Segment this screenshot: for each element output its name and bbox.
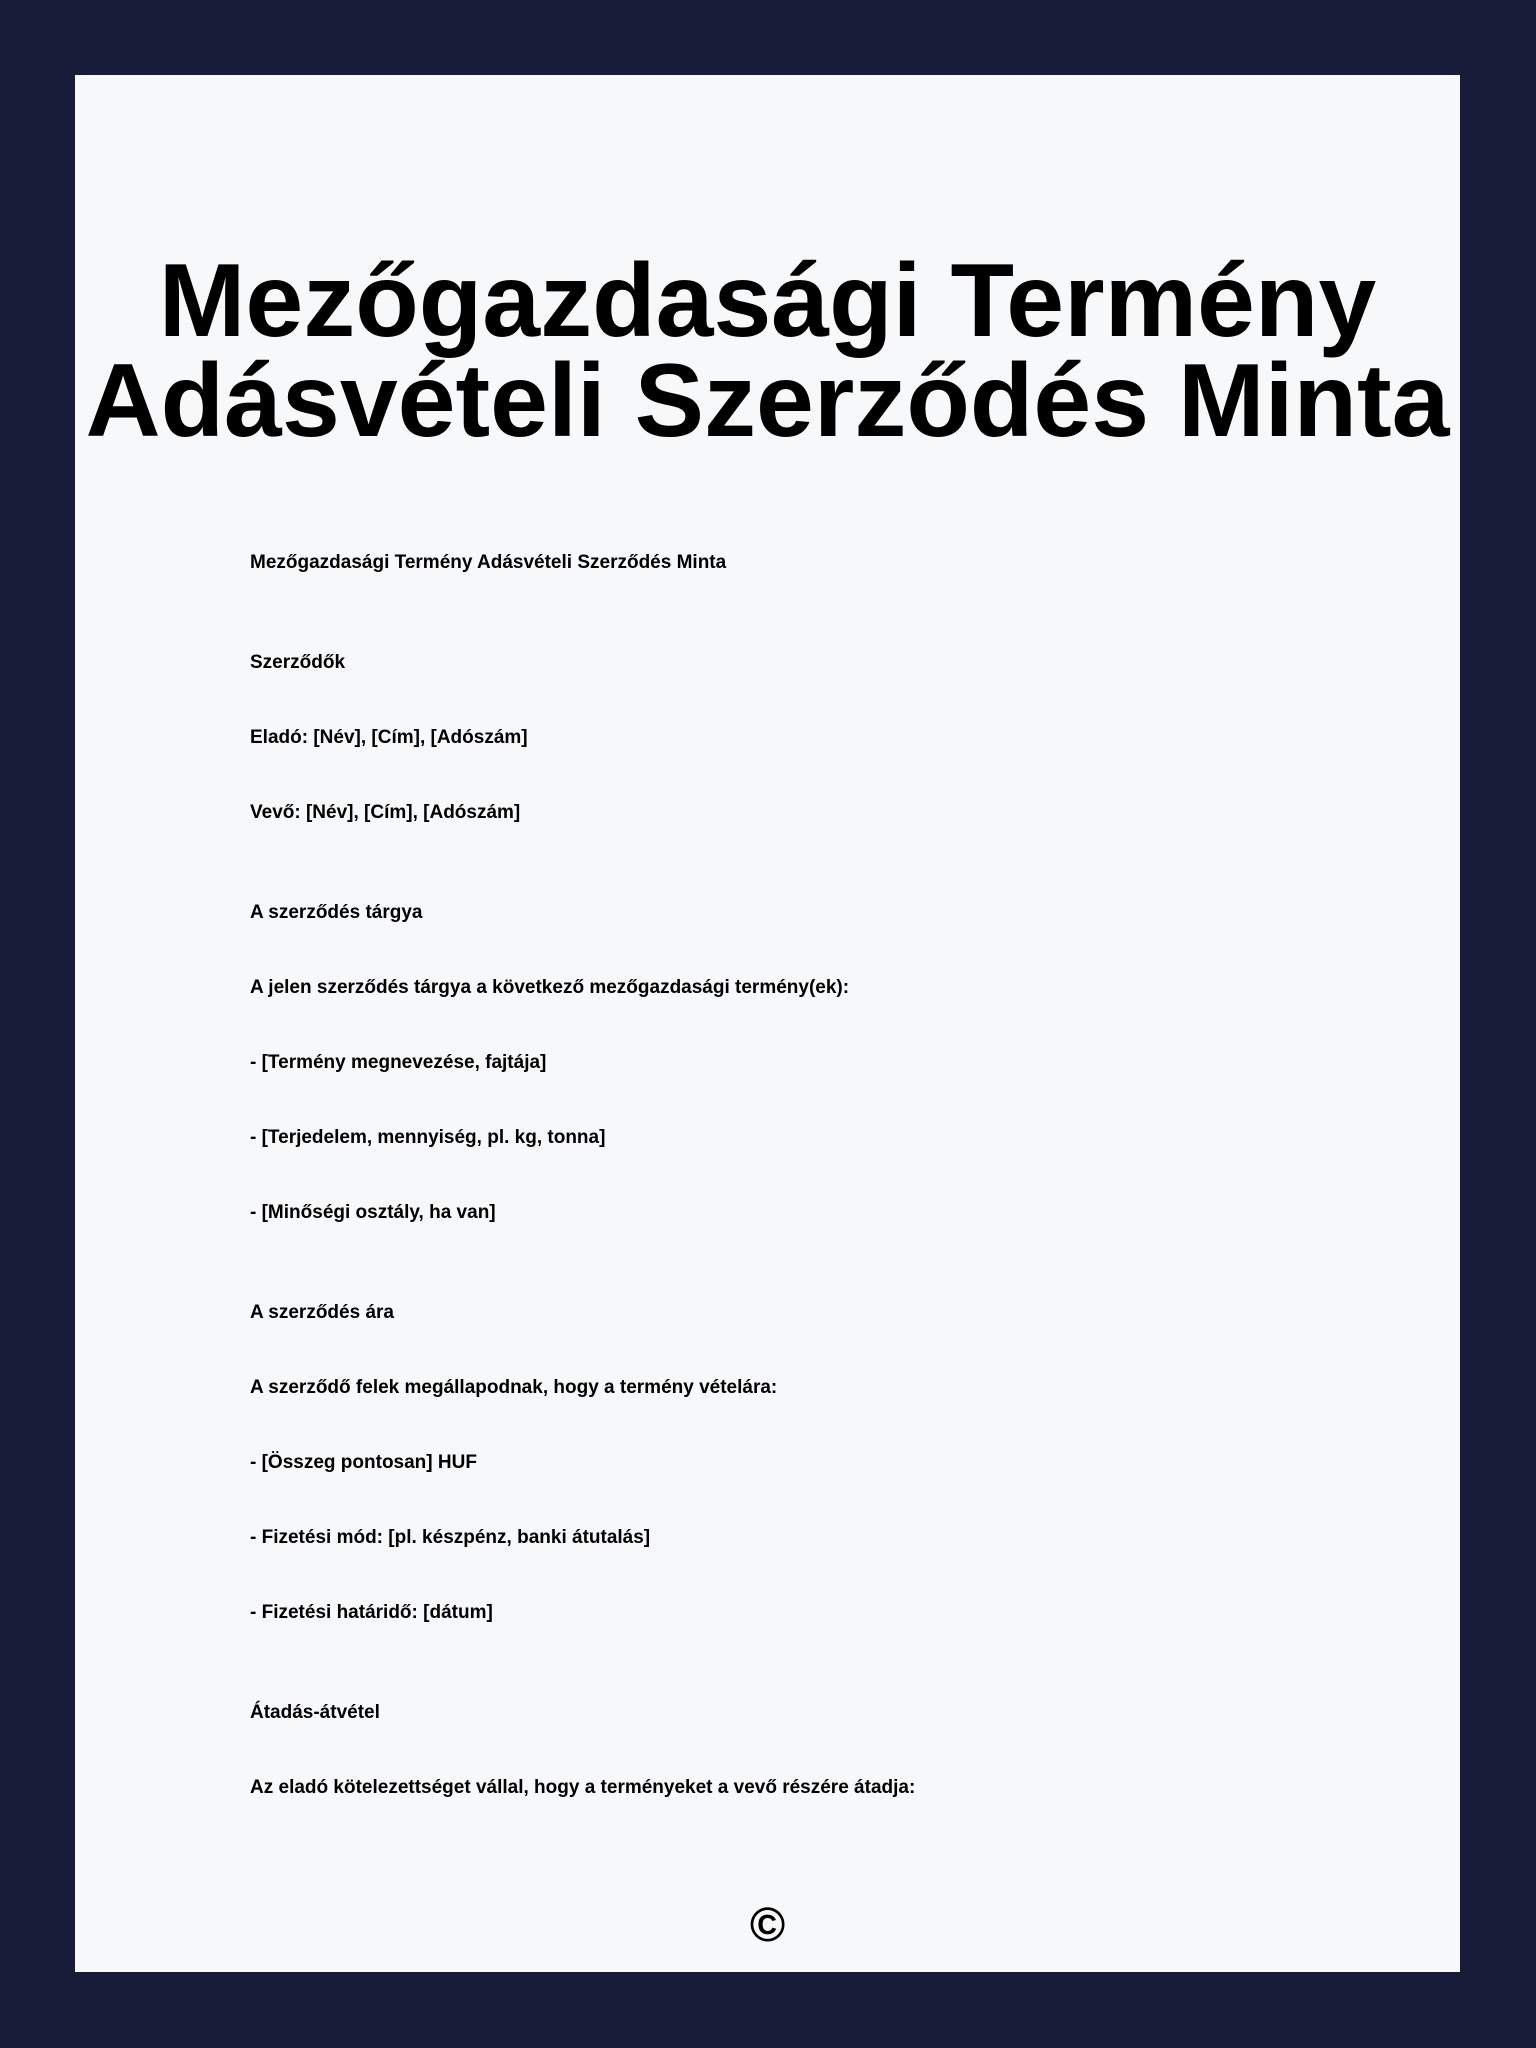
subject-item: - [Termény megnevezése, fajtája]	[250, 1052, 547, 1073]
document-title	[75, 243, 1460, 459]
section-heading-handover: Átadás-átvétel	[250, 1702, 380, 1723]
document-page	[75, 75, 1460, 1972]
handover-intro: Az eladó kötelezettséget vállal, hogy a terményeket a vevő részére átadja:	[250, 1777, 916, 1798]
title-line-1: Mezőgazdasági Termény	[158, 243, 1377, 359]
price-intro: A szerződő felek megállapodnak, hogy a termény vételára:	[250, 1377, 778, 1398]
section-heading-subject: A szerződés tárgya	[250, 902, 423, 923]
price-item: - Fizetési határidő: [dátum]	[250, 1602, 493, 1623]
section-heading-price: A szerződés ára	[250, 1302, 394, 1323]
price-item: - [Összeg pontosan] HUF	[250, 1452, 477, 1473]
subject-intro: A jelen szerződés tárgya a következő mezőgazdasági termény(ek):	[250, 977, 850, 998]
document-subtitle: Mezőgazdasági Termény Adásvételi Szerződés Minta	[250, 552, 727, 573]
copyright-icon: ©	[749, 1899, 786, 1952]
buyer-line: Vevő: [Név], [Cím], [Adószám]	[250, 802, 521, 823]
subject-item: - [Minőségi osztály, ha van]	[250, 1202, 496, 1223]
section-heading-parties: Szerződők	[250, 652, 346, 673]
title-line-2: Adásvételi Szerződés Minta	[85, 343, 1450, 459]
subject-item: - [Terjedelem, mennyiség, pl. kg, tonna]	[250, 1127, 606, 1148]
seller-line: Eladó: [Név], [Cím], [Adószám]	[250, 727, 528, 748]
price-item: - Fizetési mód: [pl. készpénz, banki átutalás]	[250, 1527, 651, 1548]
